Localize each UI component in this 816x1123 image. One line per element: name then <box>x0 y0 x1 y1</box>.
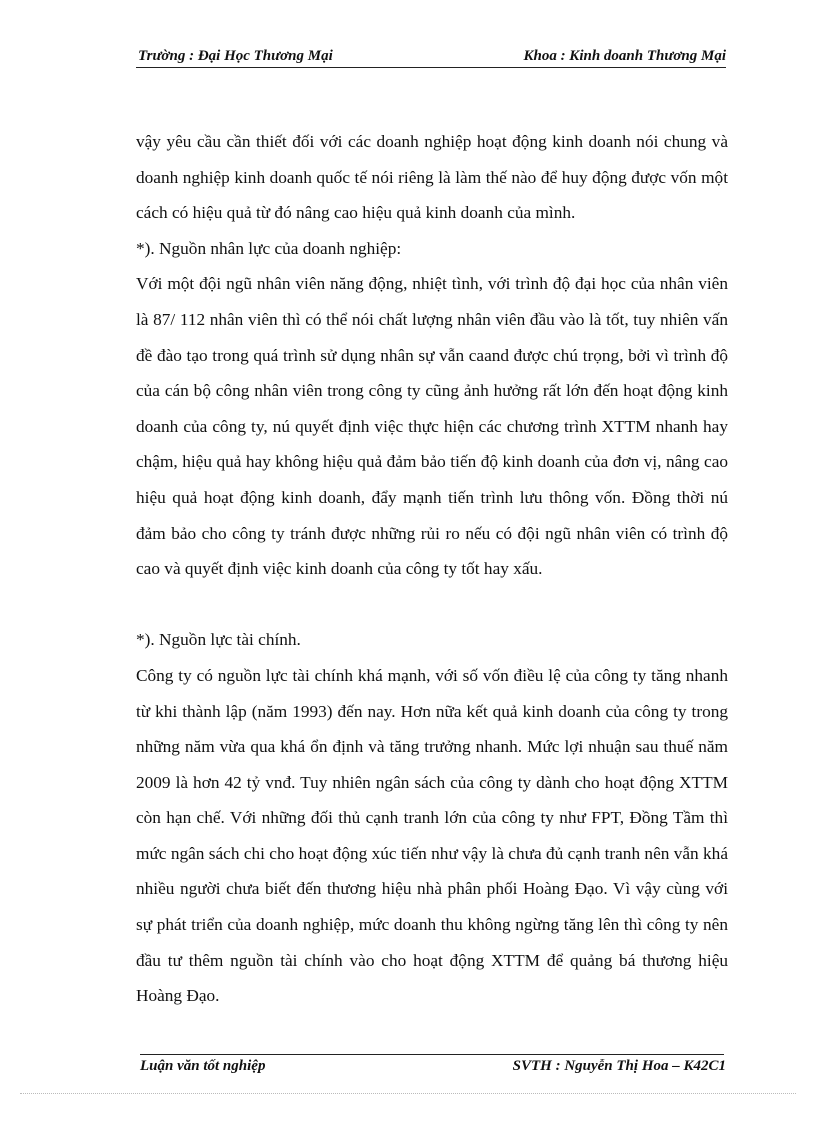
paragraph-capital: vậy yêu cầu cần thiết đối với các doanh nghiệp hoạt động kinh doanh nói chung và doanh nghiệp kinh doanh quốc tế nói riêng là làm thế nào để huy động được vốn một cách có hiệu quả từ đó nâng cao hiệu quả kinh doanh của mình. <box>136 132 728 223</box>
header-divider <box>136 67 726 68</box>
page-header <box>136 48 726 68</box>
heading-financial-resources: *). Nguồn lực tài chính. <box>136 630 301 650</box>
header-school: Trường : Đại Học Thương Mại <box>138 48 333 64</box>
heading-human-resources: *). Nguồn nhân lực của doanh nghiệp: <box>136 238 402 258</box>
document-body <box>136 124 728 1014</box>
paragraph-financial-resources: Công ty có nguồn lực tài chính khá mạnh, với số vốn điều lệ của công ty tăng nhanh từ khi thành lập (năm 1993) đến nay. Hơn nữa kết quả kinh doanh của công ty trong những năm vừa qua khá ổn định và tăng trưởng nhanh. Mức lợi nhuận sau thuế năm 2009 là hơn 42 tỷ vnđ. Tuy nhiên ngân sách của công ty dành cho hoạt động XTTM còn hạn chế. Với những đối thủ cạnh tranh lớn của công ty như FPT, Đồng Tầm thì mức ngân sách chi cho hoạt động xúc tiến như vậy là chưa đủ cạnh tranh nên vẫn khá nhiều người chưa biết đến thương hiệu nhà phân phối Hoàng Đạo. Vì vậy cùng với sự phát triển của doanh nghiệp, mức doanh thu không ngừng tăng lên thì công ty nên đầu tư thêm nguồn tài chính vào cho hoạt động XTTM để quảng bá thương hiệu Hoàng Đạo. <box>136 665 728 1006</box>
page-boundary <box>20 1093 796 1094</box>
header-faculty: Khoa : Kinh doanh Thương Mại <box>523 48 726 64</box>
footer-author: SVTH : Nguyễn Thị Hoa – K42C1 <box>512 1058 726 1074</box>
footer-divider <box>140 1054 724 1055</box>
page-footer <box>138 1058 728 1078</box>
paragraph-human-resources: Với một đội ngũ nhân viên năng động, nhiệt tình, với trình độ đại học của nhân viên là 87/ 112 nhân viên thì có thể nói chất lượng nhân viên đầu vào là tốt, tuy nhiên vấn đề đào tạo trong quá trình sử dụng nhân sự vẫn caand được chú trọng, bởi vì trình độ của cán bộ công nhân viên trong công ty cũng ảnh hưởng rất lớn đến hoạt động kinh doanh của công ty, nú quyết định việc thực hiện các chương trình XTTM nhanh hay chậm, hiệu quả hay không hiệu quả đảm bảo tiến độ kinh doanh của đơn vị, nâng cao hiệu quả hoạt động kinh doanh, đẩy mạnh tiến trình lưu thông vốn. Đồng thời nú đảm bảo cho công ty tránh được những rủi ro nếu có đội ngũ nhân viên có trình độ cao và quyết định việc kinh doanh của công ty tốt hay xấu. <box>136 274 728 579</box>
footer-thesis-label: Luận văn tốt nghiệp <box>140 1058 266 1074</box>
paragraph-gap <box>136 587 728 623</box>
